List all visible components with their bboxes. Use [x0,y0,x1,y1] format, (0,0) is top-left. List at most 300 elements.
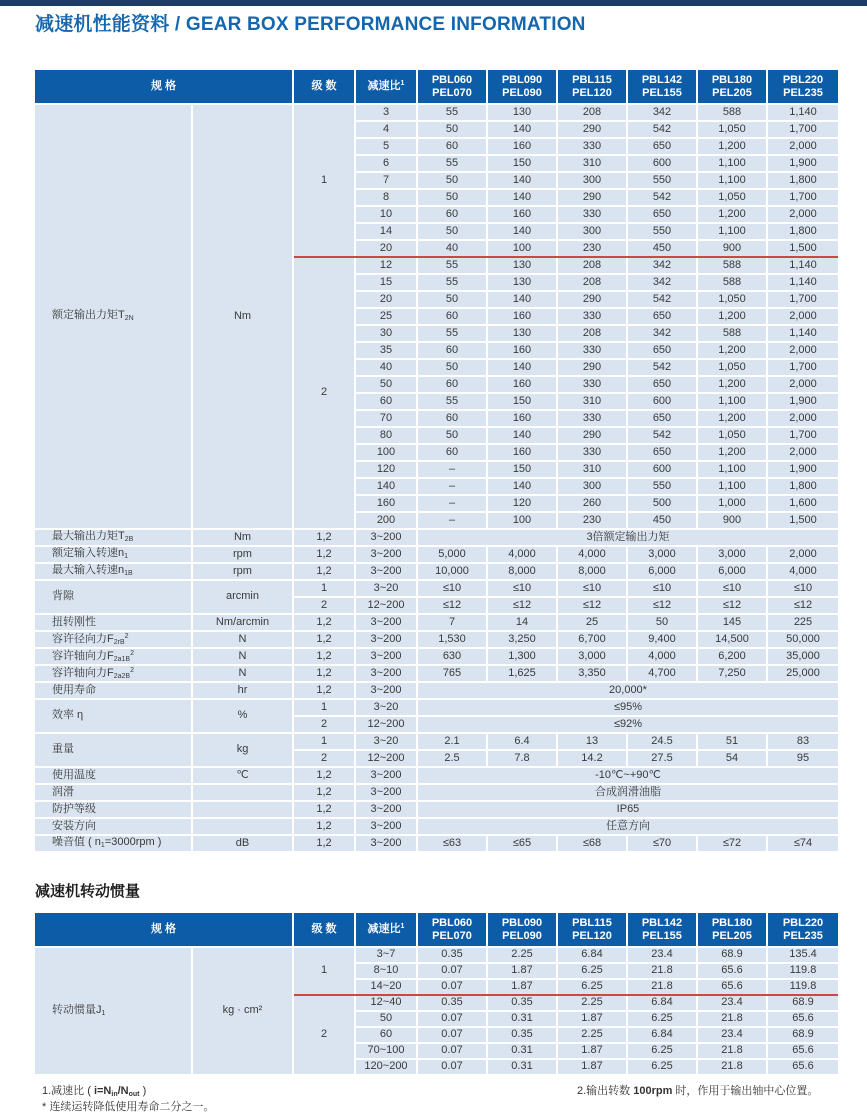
value-cell: 14.2 [557,750,627,767]
model-name-line2: PEL205 [712,929,752,942]
text-part: 1.减速比 ( [42,1085,94,1097]
value-cell: 1,800 [767,223,838,240]
value-cell: 330 [557,376,627,393]
spec-label-cell [35,631,192,648]
stages-column-header: 级 数 [293,70,355,104]
value-cell: 50 [417,291,487,308]
value-cell: 1,700 [767,189,838,206]
model-column-header [697,913,767,947]
value-cell: 140 [487,359,557,376]
ratio-cell: 10 [355,206,417,223]
value-cell: 208 [557,325,627,342]
value-cell: 6,000 [697,563,767,580]
value-cell: 24.5 [627,733,697,750]
value-cell: 60 [417,410,487,427]
text-part: 1 [400,80,405,88]
value-cell: 1.87 [557,1059,627,1075]
ratio-cell: 60 [355,1027,417,1043]
value-cell: 900 [697,512,767,529]
text-part: 容许轴向力F [52,666,114,679]
ratio-cell: 3~200 [355,614,417,631]
value-cell: 0.07 [417,1043,487,1059]
value-cell: 0.07 [417,1027,487,1043]
value-cell: 2.25 [557,1027,627,1043]
value-cell: 83 [767,733,838,750]
model-column-header [557,913,627,947]
ratio-cell: 3~200 [355,648,417,665]
spec-label-cell [35,104,192,529]
model-name-line1: PBL060 [431,916,473,929]
unit-cell: N [192,648,293,665]
ratio-cell: 14 [355,223,417,240]
value-cell: 290 [557,121,627,138]
spec-label-cell [35,947,192,1075]
spec-label-cell [35,682,192,699]
value-cell: 54 [697,750,767,767]
value-cell: 160 [487,376,557,393]
ratio-cell: 3~200 [355,767,417,784]
model-name-line1: PBL220 [782,73,824,86]
merged-value-cell: IP65 [417,801,838,818]
text-part: in [111,1091,118,1098]
value-cell: 1,700 [767,291,838,308]
text-part: 扭转刚性 [52,615,96,628]
performance-table [35,70,838,853]
value-cell: 650 [627,308,697,325]
ratio-cell: 14~20 [355,979,417,995]
value-cell: 1,100 [697,172,767,189]
value-cell: 23.4 [627,947,697,963]
value-cell: 21.8 [627,979,697,995]
unit-cell: rpm [192,546,293,563]
value-cell: ≤10 [627,580,697,597]
value-cell: ≤12 [417,597,487,614]
ratio-cell: 3 [355,104,417,121]
value-cell: 0.35 [417,947,487,963]
unit-cell: Nm/arcmin [192,614,293,631]
model-name-line2: PEL155 [642,86,682,99]
ratio-cell: 40 [355,359,417,376]
value-cell: 588 [697,104,767,121]
unit-cell: dB [192,835,293,852]
stage-cell: 1,2 [293,563,355,580]
value-cell: 6,200 [697,648,767,665]
value-cell: 542 [627,359,697,376]
spec-label-cell [35,614,192,631]
value-cell: 0.31 [487,1011,557,1027]
value-cell: 60 [417,308,487,325]
spec-label-cell [35,784,192,801]
value-cell: 500 [627,495,697,512]
stage-cell: 2 [293,716,355,733]
unit-cell [192,801,293,818]
value-cell: 300 [557,172,627,189]
ratio-cell: 3~200 [355,818,417,835]
value-cell: 600 [627,393,697,410]
value-cell: 1,700 [767,427,838,444]
text-part: 100rpm [633,1085,673,1097]
value-cell: 8,000 [487,563,557,580]
ratio-cell: 3~200 [355,835,417,852]
value-cell: 10,000 [417,563,487,580]
value-cell: 55 [417,257,487,274]
value-cell: 1,200 [697,342,767,359]
value-cell: 6.25 [557,979,627,995]
value-cell: 160 [487,342,557,359]
value-cell: 0.07 [417,979,487,995]
value-cell: 145 [697,614,767,631]
value-cell: 600 [627,461,697,478]
stage-cell: 1,2 [293,784,355,801]
value-cell: – [417,495,487,512]
value-cell: 1,600 [767,495,838,512]
value-cell: 0.07 [417,1011,487,1027]
ratio-cell: 70 [355,410,417,427]
spec-label-cell [35,529,192,546]
ratio-row [35,104,838,121]
value-cell: 13 [557,733,627,750]
value-cell: 21.8 [627,963,697,979]
value-cell: 330 [557,308,627,325]
value-cell: 160 [487,308,557,325]
value-cell: 1,800 [767,172,838,189]
value-cell: 130 [487,274,557,291]
model-name-line2: PEL120 [572,929,612,942]
stage-cell: 1,2 [293,614,355,631]
ratio-cell: 120~200 [355,1059,417,1075]
spec-row [35,631,838,648]
value-cell: 542 [627,189,697,206]
value-cell: 55 [417,104,487,121]
model-name-line2: PEL070 [432,86,472,99]
ratio-cell: 12 [355,257,417,274]
ratio-cell: 3~20 [355,733,417,750]
value-cell: 1,200 [697,444,767,461]
ratio-cell: 4 [355,121,417,138]
value-cell: ≤12 [697,597,767,614]
value-cell: 27.5 [627,750,697,767]
value-cell: 65.6 [767,1059,838,1075]
text-part: 2a1B [113,655,131,663]
value-cell: 1.87 [487,963,557,979]
value-cell: 600 [627,155,697,172]
ratio-cell: 3~20 [355,580,417,597]
value-cell: 6.4 [487,733,557,750]
value-cell: 1,100 [697,461,767,478]
value-cell: 1.87 [487,979,557,995]
value-cell: 60 [417,206,487,223]
model-column-header [627,70,697,104]
footnote-continuous-operation [42,1100,214,1114]
value-cell: 21.8 [697,1059,767,1075]
value-cell: 7.8 [487,750,557,767]
value-cell: 1,200 [697,206,767,223]
text-part: 1 [101,1009,106,1017]
model-name-line2: PEL090 [502,86,542,99]
page-title: 减速机性能资料 / GEAR BOX PERFORMANCE INFORMATION [35,14,586,35]
spec-label-cell [35,835,192,852]
value-cell: 330 [557,342,627,359]
merged-value-cell: ≤92% [417,716,838,733]
spec-label-cell [35,767,192,784]
value-cell: ≤74 [767,835,838,852]
spec-label-cell [35,563,192,580]
spec-row [35,614,838,631]
ratio-cell: 12~200 [355,716,417,733]
unit-cell: arcmin [192,580,293,614]
stage-cell: 1,2 [293,631,355,648]
value-cell: 14 [487,614,557,631]
value-cell: 7,250 [697,665,767,682]
value-cell: 3,350 [557,665,627,682]
value-cell: 50 [417,359,487,376]
text-part: 转动惯量J [52,1003,102,1016]
spec-row [35,682,838,699]
text-part: 减速比 [367,80,401,93]
value-cell: 550 [627,172,697,189]
value-cell: 160 [487,138,557,155]
stage-cell: 1,2 [293,665,355,682]
value-cell: 68.9 [697,947,767,963]
spec-label-cell [35,699,192,733]
ratio-cell: 25 [355,308,417,325]
value-cell: 1,200 [697,410,767,427]
text-part: 减速比 [367,923,401,936]
value-cell: 4,000 [487,546,557,563]
stage-cell: 1 [293,580,355,597]
ratio-column-header [355,70,417,104]
ratio-cell: 200 [355,512,417,529]
value-cell: 6.84 [627,1027,697,1043]
value-cell: ≤10 [557,580,627,597]
value-cell: 140 [487,223,557,240]
text-part: ) [139,1085,147,1097]
value-cell: 1,625 [487,665,557,682]
value-cell: ≤10 [487,580,557,597]
value-cell: 60 [417,342,487,359]
value-cell: 0.35 [487,1027,557,1043]
value-cell: 55 [417,325,487,342]
value-cell: ≤72 [697,835,767,852]
header-row [35,70,838,104]
text-part: 2B [124,536,134,544]
spec-row [35,563,838,580]
text-part: 1 [124,553,129,561]
value-cell: 1,900 [767,393,838,410]
model-name-line1: PBL090 [501,73,543,86]
value-cell: 40 [417,240,487,257]
text-part: 2 [130,649,134,657]
text-part: 使用温度 [52,768,96,781]
value-cell: 3,250 [487,631,557,648]
merged-value-cell: 合成润滑油脂 [417,784,838,801]
text-part: 2.输出转数 [577,1085,634,1097]
model-name-line1: PBL142 [641,73,683,86]
merged-value-cell: 3倍额定输出力矩 [417,529,838,546]
unit-cell: N [192,631,293,648]
ratio-cell: 20 [355,240,417,257]
value-cell: 1,050 [697,291,767,308]
merged-value-cell: 20,000* [417,682,838,699]
stages-column-header: 级 数 [293,913,355,947]
text-part: 额定输出力矩T [52,309,125,322]
ratio-cell: 60 [355,393,417,410]
value-cell: 1,200 [697,138,767,155]
model-name-line2: PEL235 [783,929,823,942]
ratio-cell: 3~20 [355,699,417,716]
value-cell: 50 [627,614,697,631]
ratio-cell: 12~40 [355,995,417,1011]
value-cell: – [417,512,487,529]
value-cell: 650 [627,342,697,359]
text-part: 2a2B [113,672,131,680]
value-cell: 650 [627,444,697,461]
value-cell: 1,140 [767,257,838,274]
value-cell: 100 [487,240,557,257]
stage-cell: 1 [293,733,355,750]
value-cell: 0.35 [417,995,487,1011]
value-cell: 1,050 [697,121,767,138]
model-name-line1: PBL180 [711,916,753,929]
text-part: * 连续运转降低使用寿命二分之一。 [42,1101,215,1113]
value-cell: 60 [417,444,487,461]
value-cell: 65.6 [767,1011,838,1027]
spec-label-cell [35,818,192,835]
spec-row [35,784,838,801]
value-cell: 55 [417,155,487,172]
value-cell: 6.25 [627,1043,697,1059]
text-part: 噪音值 ( n [52,836,101,849]
text-part: =3000rpm ) [104,836,162,849]
stage-cell: 2 [293,257,355,529]
value-cell: 900 [697,240,767,257]
value-cell: 160 [487,444,557,461]
value-cell: 60 [417,376,487,393]
value-cell: 225 [767,614,838,631]
ratio-column-header [355,913,417,947]
text-part: 最大输入转速n [52,564,125,577]
model-column-header [487,913,557,947]
value-cell: 1,140 [767,274,838,291]
ratio-cell: 120 [355,461,417,478]
ratio-cell: 70~100 [355,1043,417,1059]
model-column-header [767,913,838,947]
value-cell: 208 [557,104,627,121]
value-cell: 23.4 [697,995,767,1011]
text-part: 背隙 [52,590,74,603]
ratio-cell: 12~200 [355,597,417,614]
ratio-cell: 3~200 [355,801,417,818]
value-cell: 2,000 [767,444,838,461]
value-cell: 230 [557,240,627,257]
text-part: 时，作用于输出轴中心位置。 [672,1085,819,1097]
value-cell: 1.87 [557,1011,627,1027]
model-name-line1: PBL090 [501,916,543,929]
spec-label-cell [35,648,192,665]
value-cell: 2,000 [767,410,838,427]
value-cell: ≤12 [767,597,838,614]
value-cell: 588 [697,325,767,342]
spec-row [35,699,838,716]
ratio-cell: 3~200 [355,665,417,682]
value-cell: 160 [487,410,557,427]
value-cell: 6.25 [627,1011,697,1027]
value-cell: 21.8 [697,1011,767,1027]
spec-column-header: 规 格 [35,70,293,104]
model-name-line1: PBL142 [641,916,683,929]
model-name-line2: PEL155 [642,929,682,942]
value-cell: 3,000 [557,648,627,665]
text-part: 安装方向 [52,819,96,832]
value-cell: 300 [557,478,627,495]
value-cell: 0.31 [487,1059,557,1075]
text-part: 容许径向力F [52,632,114,645]
stage-cell: 1,2 [293,648,355,665]
value-cell: 765 [417,665,487,682]
value-cell: 650 [627,138,697,155]
ratio-cell: 3~200 [355,682,417,699]
ratio-row [35,947,838,963]
ratio-cell: 160 [355,495,417,512]
text-part: 额定输入转速n [52,547,125,560]
text-part: 2N [124,315,134,323]
value-cell: 342 [627,257,697,274]
unit-cell: N [192,665,293,682]
value-cell: 3,000 [697,546,767,563]
unit-cell: ℃ [192,767,293,784]
value-cell: 542 [627,121,697,138]
spec-row [35,546,838,563]
value-cell: 0.31 [487,1043,557,1059]
value-cell: 65.6 [767,1043,838,1059]
value-cell: 140 [487,427,557,444]
value-cell: 1,100 [697,478,767,495]
spec-label-cell [35,733,192,767]
value-cell: 1,300 [487,648,557,665]
value-cell: 150 [487,461,557,478]
text-part: 使用寿命 [52,683,96,696]
value-cell: 9,400 [627,631,697,648]
ratio-cell: 6 [355,155,417,172]
footnote-output-speed [577,1084,818,1098]
model-name-line1: PBL220 [782,916,824,929]
unit-cell: Nm [192,104,293,529]
text-part: /N [117,1085,129,1097]
value-cell: 1,200 [697,376,767,393]
value-cell: 50 [417,172,487,189]
value-cell: ≤12 [627,597,697,614]
value-cell: 1,700 [767,121,838,138]
ratio-cell: 5 [355,138,417,155]
spec-row [35,529,838,546]
inertia-section-title: 减速机转动惯量 [35,883,141,900]
value-cell: 1,500 [767,240,838,257]
unit-cell: kg · cm² [192,947,293,1075]
value-cell: 450 [627,512,697,529]
value-cell: 150 [487,393,557,410]
value-cell: 7 [417,614,487,631]
value-cell: 120 [487,495,557,512]
inertia-table-section [35,913,838,1076]
value-cell: 1,900 [767,155,838,172]
value-cell: ≤68 [557,835,627,852]
ratio-cell: 50 [355,376,417,393]
top-accent-bar [0,0,867,6]
value-cell: 4,700 [627,665,697,682]
model-name-line2: PEL090 [502,929,542,942]
value-cell: 50,000 [767,631,838,648]
value-cell: 1,050 [697,189,767,206]
